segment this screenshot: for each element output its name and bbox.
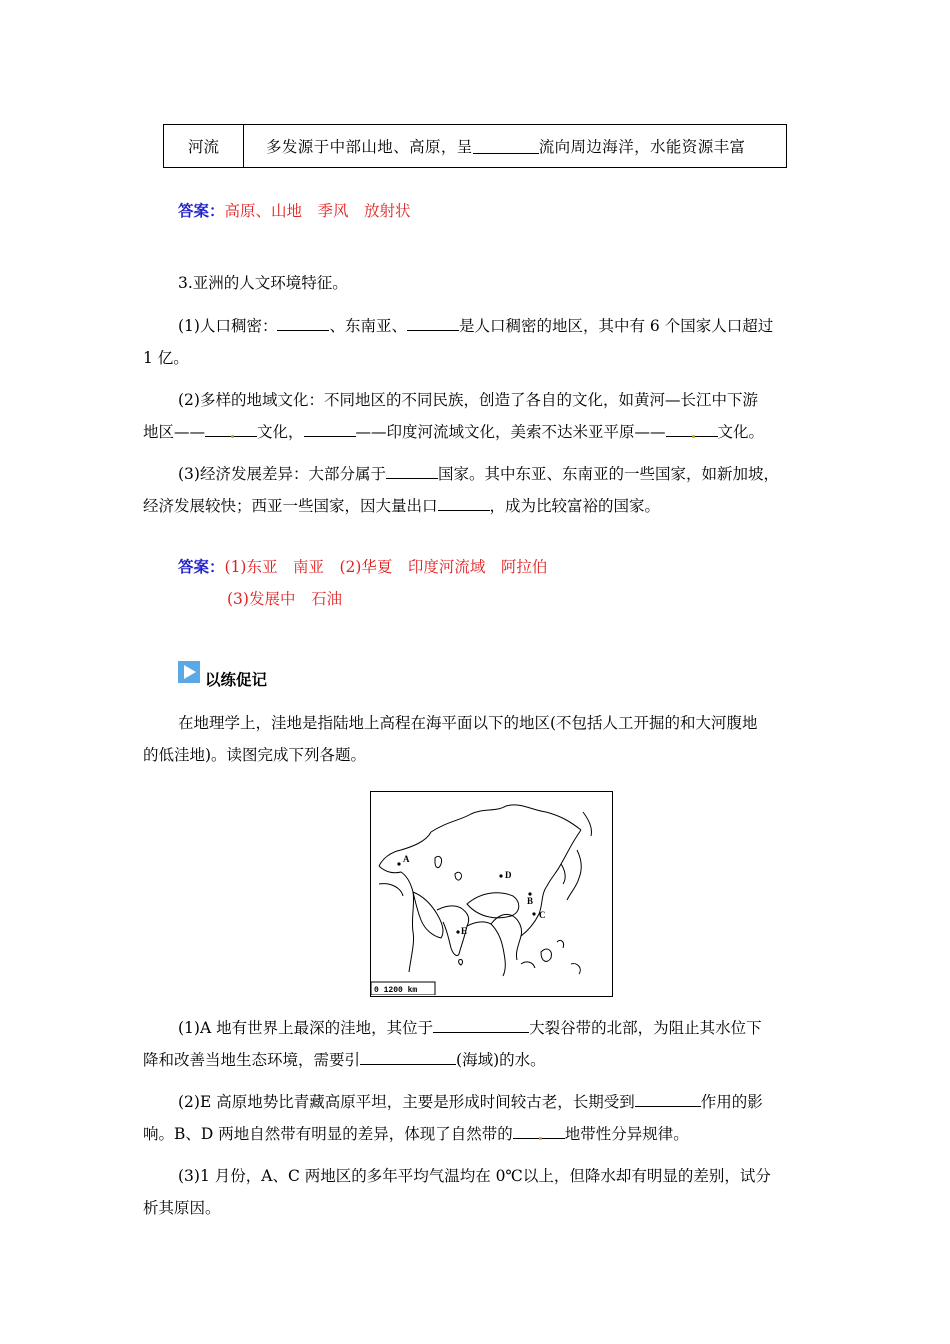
text: 、东南亚、	[329, 317, 407, 335]
fill-blank[interactable]	[666, 421, 718, 438]
text: 地带性分异规律。	[564, 1125, 689, 1143]
text: 响。B、D 两地自然带有明显的差异，体现了自然带的	[143, 1125, 513, 1143]
answer-label: 答案：	[178, 557, 225, 576]
fill-blank[interactable]	[205, 421, 257, 438]
text: (1)人口稠密：	[178, 317, 278, 335]
fill-blank[interactable]	[386, 463, 438, 480]
section-3-p3-line2	[143, 494, 660, 516]
practice-intro-line2: 的低洼地)。读图完成下列各题。	[143, 746, 367, 764]
text: (海域)的水。	[456, 1051, 546, 1069]
text: 文化。	[717, 423, 765, 441]
section-3-p2-line1: (2)多样的地域文化：不同地区的不同民族，创造了各自的文化，如黄河—长江中下游	[178, 391, 758, 409]
text: (2)E 高原地势比青藏高原平坦，主要是形成时间较古老，长期受到	[178, 1093, 635, 1111]
text: 作用的影	[700, 1093, 763, 1111]
fill-blank[interactable]	[277, 315, 329, 332]
text: 国家。其中东亚、东南亚的一些国家，如新加坡，	[437, 465, 779, 483]
answer-text: 高原、山地 季风 放射状	[224, 202, 411, 220]
map-scale: 0 1200 km	[374, 986, 418, 995]
text: (1)A 地有世界上最深的洼地，其位于	[178, 1019, 434, 1037]
map-label-a: A	[403, 854, 410, 864]
river-table	[163, 124, 787, 168]
section-3-p2-line2	[143, 420, 764, 442]
text: 大裂谷带的北部，为阻止其水位下	[529, 1019, 762, 1037]
table-text-before: 多发源于中部山地、高原，呈	[266, 138, 473, 156]
practice-title: 以练促记	[205, 670, 268, 689]
table-text-after: 流向周边海洋，水能资源丰富	[538, 138, 746, 156]
fill-blank[interactable]	[473, 138, 539, 155]
fill-blank[interactable]	[360, 1049, 456, 1066]
question-3-line1: (3)1 月份，A、C 两地区的多年平均气温均在 0℃以上，但降水却有明显的差别，试分	[178, 1167, 771, 1185]
text: ——印度河流域文化，美索不达米亚平原——	[355, 423, 666, 441]
question-2-line2	[143, 1122, 689, 1144]
section-3-p1-line1	[178, 314, 773, 336]
fill-blank[interactable]	[304, 421, 356, 438]
map-label-c: C	[539, 910, 546, 920]
answer-1	[178, 199, 411, 221]
answer-2-line2: (3)发展中 石油	[227, 590, 342, 608]
text: 经济发展较快；西亚一些国家，因大量出口	[143, 497, 438, 515]
practice-intro-line1: 在地理学上，洼地是指陆地上高程在海平面以下的地区(不包括人工开掘的和大河腹地	[178, 714, 758, 732]
play-triangle-icon	[178, 661, 200, 683]
emphasis-dot	[692, 435, 695, 438]
table-label-cell	[164, 125, 244, 167]
question-2-line1	[178, 1090, 763, 1112]
fill-blank[interactable]	[513, 1123, 565, 1140]
map-label-d: D	[505, 870, 512, 880]
text: ，成为比较富裕的国家。	[489, 497, 661, 515]
emphasis-dot	[231, 435, 234, 438]
question-1-line2	[143, 1048, 546, 1070]
section-3-p3-line1	[178, 462, 779, 484]
emphasis-dot	[539, 1137, 542, 1140]
map-label-e: E	[461, 926, 468, 936]
fill-blank[interactable]	[635, 1091, 701, 1108]
map-label-b: B	[527, 896, 534, 906]
text: 地区——	[143, 423, 206, 441]
table-text-cell	[244, 125, 786, 167]
fill-blank[interactable]	[438, 495, 490, 512]
text: (3)经济发展差异：大部分属于	[178, 465, 386, 483]
answer-label: 答案：	[178, 201, 225, 220]
fill-blank[interactable]	[433, 1017, 529, 1034]
answer-2-line1	[178, 555, 547, 577]
text: 文化，	[257, 423, 304, 441]
table-label: 河流	[187, 138, 219, 156]
section-3-p1-line2: 1 亿。	[143, 349, 189, 367]
section-3-title: 3.亚洲的人文环境特征。	[178, 274, 348, 292]
question-1-line1	[178, 1016, 762, 1038]
text: 是人口稠密的地区，其中有 6 个国家人口超过	[458, 317, 774, 335]
text: 降和改善当地生态环境，需要引	[143, 1051, 361, 1069]
asia-map	[370, 791, 613, 997]
fill-blank[interactable]	[407, 315, 459, 332]
question-3-line2: 析其原因。	[143, 1199, 221, 1217]
answer-text: (1)东亚 南亚 (2)华夏 印度河流域 阿拉伯	[224, 558, 548, 576]
